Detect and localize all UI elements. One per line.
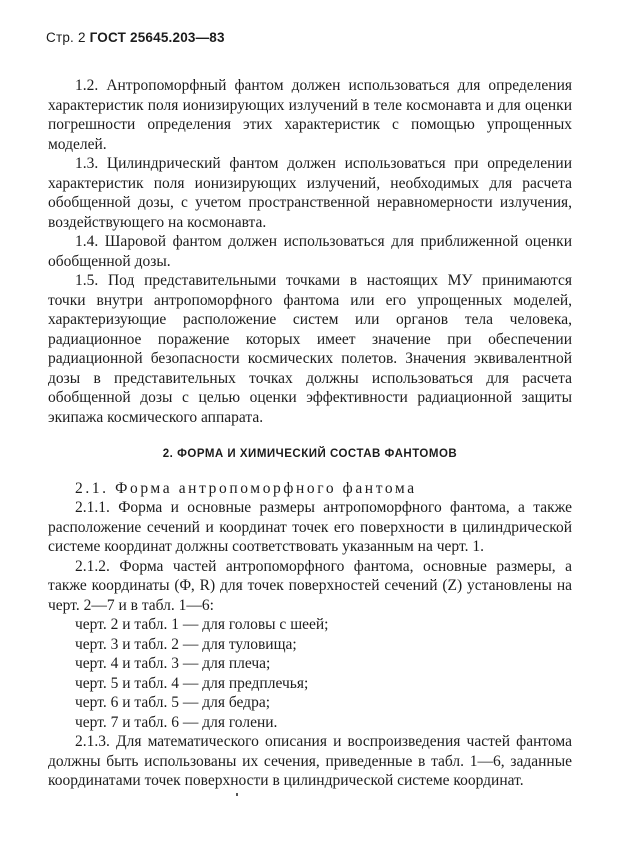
list-item: черт. 6 и табл. 5 — для бедра;: [75, 694, 271, 711]
section-title: 2. ФОРМА И ХИМИЧЕСКИЙ СОСТАВ ФАНТОМОВ: [162, 448, 458, 460]
list-item: черт. 3 и табл. 2 — для туловища;: [75, 635, 297, 653]
paragraph-2-1-1: 2.1.1. Форма и основные размеры антропоморфного фантома, а также расположение сечений и координат точек его поверхности в цилиндрической системе координат должны соответствовать указанным на черт. 1.: [48, 499, 572, 555]
list-item: черт. 2 и табл. 1 — для головы с шеей;: [75, 616, 329, 633]
paragraph-1-2: 1.2. Антропоморфный фантом должен использоваться для определения характеристик поля ионизирующих излучений в теле космонавта и для оценки погрешности определения этих характеристик с помощью упрощенных моделей.: [48, 77, 572, 153]
paragraph-2-1-3: 2.1.3. Для математического описания и воспроизведения частей фантома должны быть использованы их сечения, приведенные в табл. 1—6, заданные координатами точек поверхности в цилиндрической системе координат.: [48, 733, 572, 789]
chart-table-list: [48, 615, 572, 732]
document-body: [48, 76, 572, 791]
standard-code: ГОСТ 25645.203—83: [89, 30, 225, 45]
scan-mark: [236, 793, 238, 796]
paragraph-1-3: 1.3. Цилиндрический фантом должен использоваться при определении характеристик поля ионизирующих излучений, необходимых для расчета обобщенной дозы, с учетом пространственной неравномерности излучения, воздействующего на космонавта.: [48, 155, 572, 231]
list-item: черт. 4 и табл. 3 — для плеча;: [75, 655, 271, 672]
paragraph-1-4: 1.4. Шаровой фантом должен использоваться для приближенной оценки обобщенной дозы.: [48, 233, 572, 270]
page-number: Стр. 2: [46, 30, 86, 45]
paragraph-2-1-2: 2.1.2. Форма частей антропоморфного фантома, основные размеры, а также координаты (Φ, R) для точек поверхностей сечений (Z) установлены на черт. 2—7 и в табл. 1—6:: [48, 557, 572, 614]
subsection-title: 2.1. Форма антропоморфного фантома: [75, 479, 417, 497]
paragraph-1-5: 1.5. Под представительными точками в настоящих МУ принимаются точки внутри антропоморфного фантома или его упрощенных моделей, характеризующие расположение систем или органов тела человека, радиационное поражение которых имеет значение при обеспечении радиационной безопасности космических полетов. Значения эквивалентной дозы в представительных точках должны использоваться для расчета обобщенной дозы с целью оценки эффективности радиационной защиты экипажа космического аппарата.: [48, 272, 572, 426]
page-header: [46, 30, 225, 45]
list-item: черт. 7 и табл. 6 — для голени.: [75, 713, 278, 731]
list-item: черт. 5 и табл. 4 — для предплечья;: [75, 674, 309, 692]
